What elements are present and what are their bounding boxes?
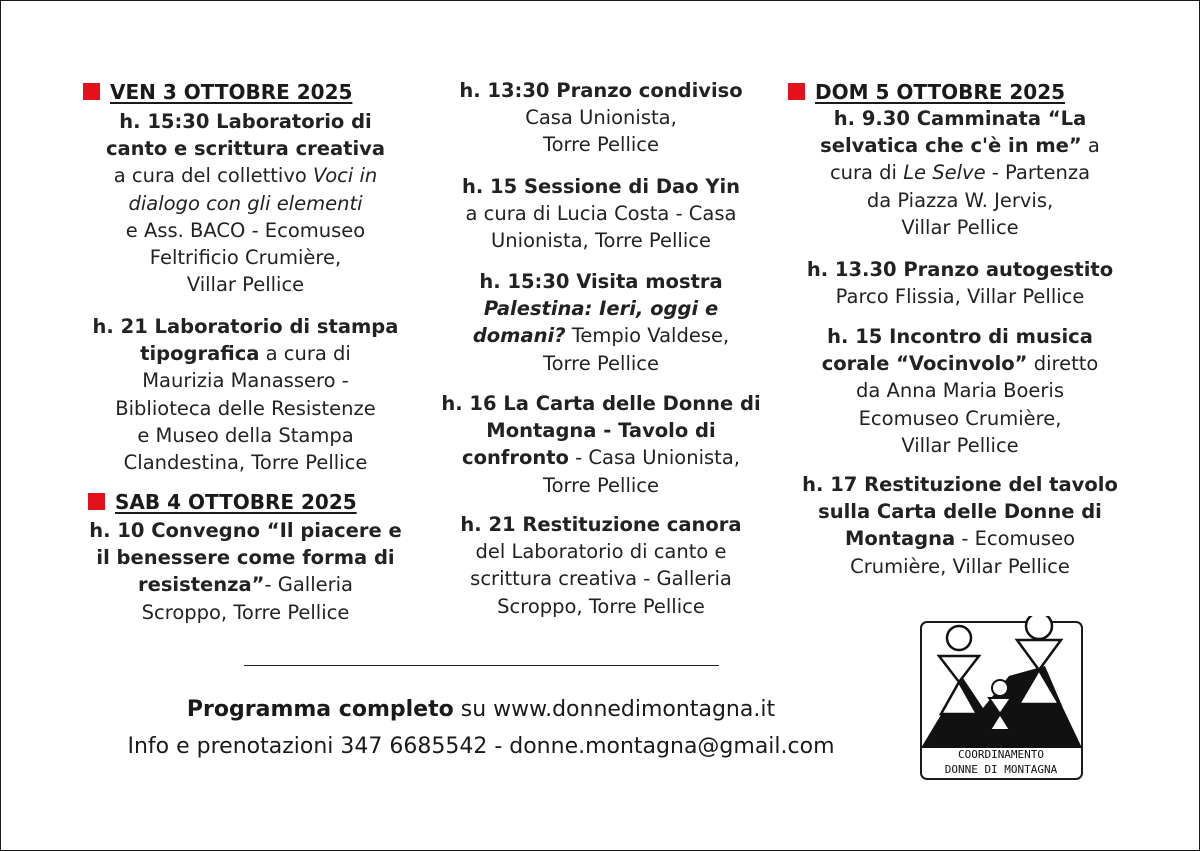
logo-text-line2: DONNE DI MONTAGNA: [944, 763, 1058, 776]
day-header-friday: VEN 3 OTTOBRE 2025: [83, 79, 352, 106]
event-saturday-1330: h. 13:30 Pranzo condiviso Casa Unionista, Torre Pellice: [459, 79, 743, 157]
event-friday-1530: h. 15:30 Laboratorio di canto e scrittura creativa a cura del collettivo Voci in dialogo con gli elementi e Ass. BACO - Ecomuseo Feltrificio Crumière, Villar Pellice: [105, 110, 386, 297]
event-saturday-10: h. 10 Convegno “Il piacere e il benessere come forma di resistenza”- Galleria Scroppo, Torre Pellice: [89, 519, 402, 624]
red-square-icon: [83, 83, 100, 100]
footer-info: Info e prenotazioni 347 6685542 - donne.montagna@gmail.com: [127, 734, 835, 759]
event-saturday-1530: h. 15:30 Visita mostra Palestina: Ieri, oggi e domani? Tempio Valdese, Torre Pellice: [472, 270, 730, 375]
event-sunday-17: h. 17 Restituzione del tavolo sulla Carta delle Donne di Montagna - Ecomuseo Crumière, Villar Pellice: [802, 473, 1118, 578]
red-square-icon: [788, 83, 805, 100]
logo-text-line1: COORDINAMENTO: [957, 748, 1045, 761]
event-saturday-21: h. 21 Restituzione canora del Laboratorio di canto e scrittura creativa - Galleria Scroppo, Torre Pellice: [460, 513, 742, 618]
day-header-saturday: SAB 4 OTTOBRE 2025: [88, 489, 357, 516]
logo-mountains-figures-icon: [913, 616, 1085, 786]
day-header-sunday: DOM 5 OTTOBRE 2025: [788, 79, 1065, 106]
event-saturday-16: h. 16 La Carta delle Donne di Montagna - Tavolo di confronto - Casa Unionista, Torre Pellice: [441, 392, 761, 497]
event-friday-21: h. 21 Laboratorio di stampa tipografica a cura di Maurizia Manassero - Biblioteca delle Resistenze e Museo della Stampa Clandestina, Torre Pellice: [92, 315, 399, 475]
coordinamento-logo: [913, 616, 1085, 786]
event-sunday-930: h. 9.30 Camminata “La selvatica che c'è in me” a cura di Le Selve - Partenza da Piazza W. Jervis, Villar Pellice: [820, 107, 1100, 239]
footer-programme: Programma completo su www.donnedimontagna.it: [186, 697, 776, 722]
divider: [244, 665, 719, 666]
red-square-icon: [88, 493, 105, 510]
event-sunday-15: h. 15 Incontro di musica corale “Vocinvolo” diretto da Anna Maria Boeris Ecomuseo Crumière, Villar Pellice: [821, 325, 1099, 457]
event-sunday-1330: h. 13.30 Pranzo autogestito Parco Flissia, Villar Pellice: [806, 258, 1114, 309]
event-saturday-15: h. 15 Sessione di Dao Yin a cura di Lucia Costa - Casa Unionista, Torre Pellice: [461, 175, 741, 253]
